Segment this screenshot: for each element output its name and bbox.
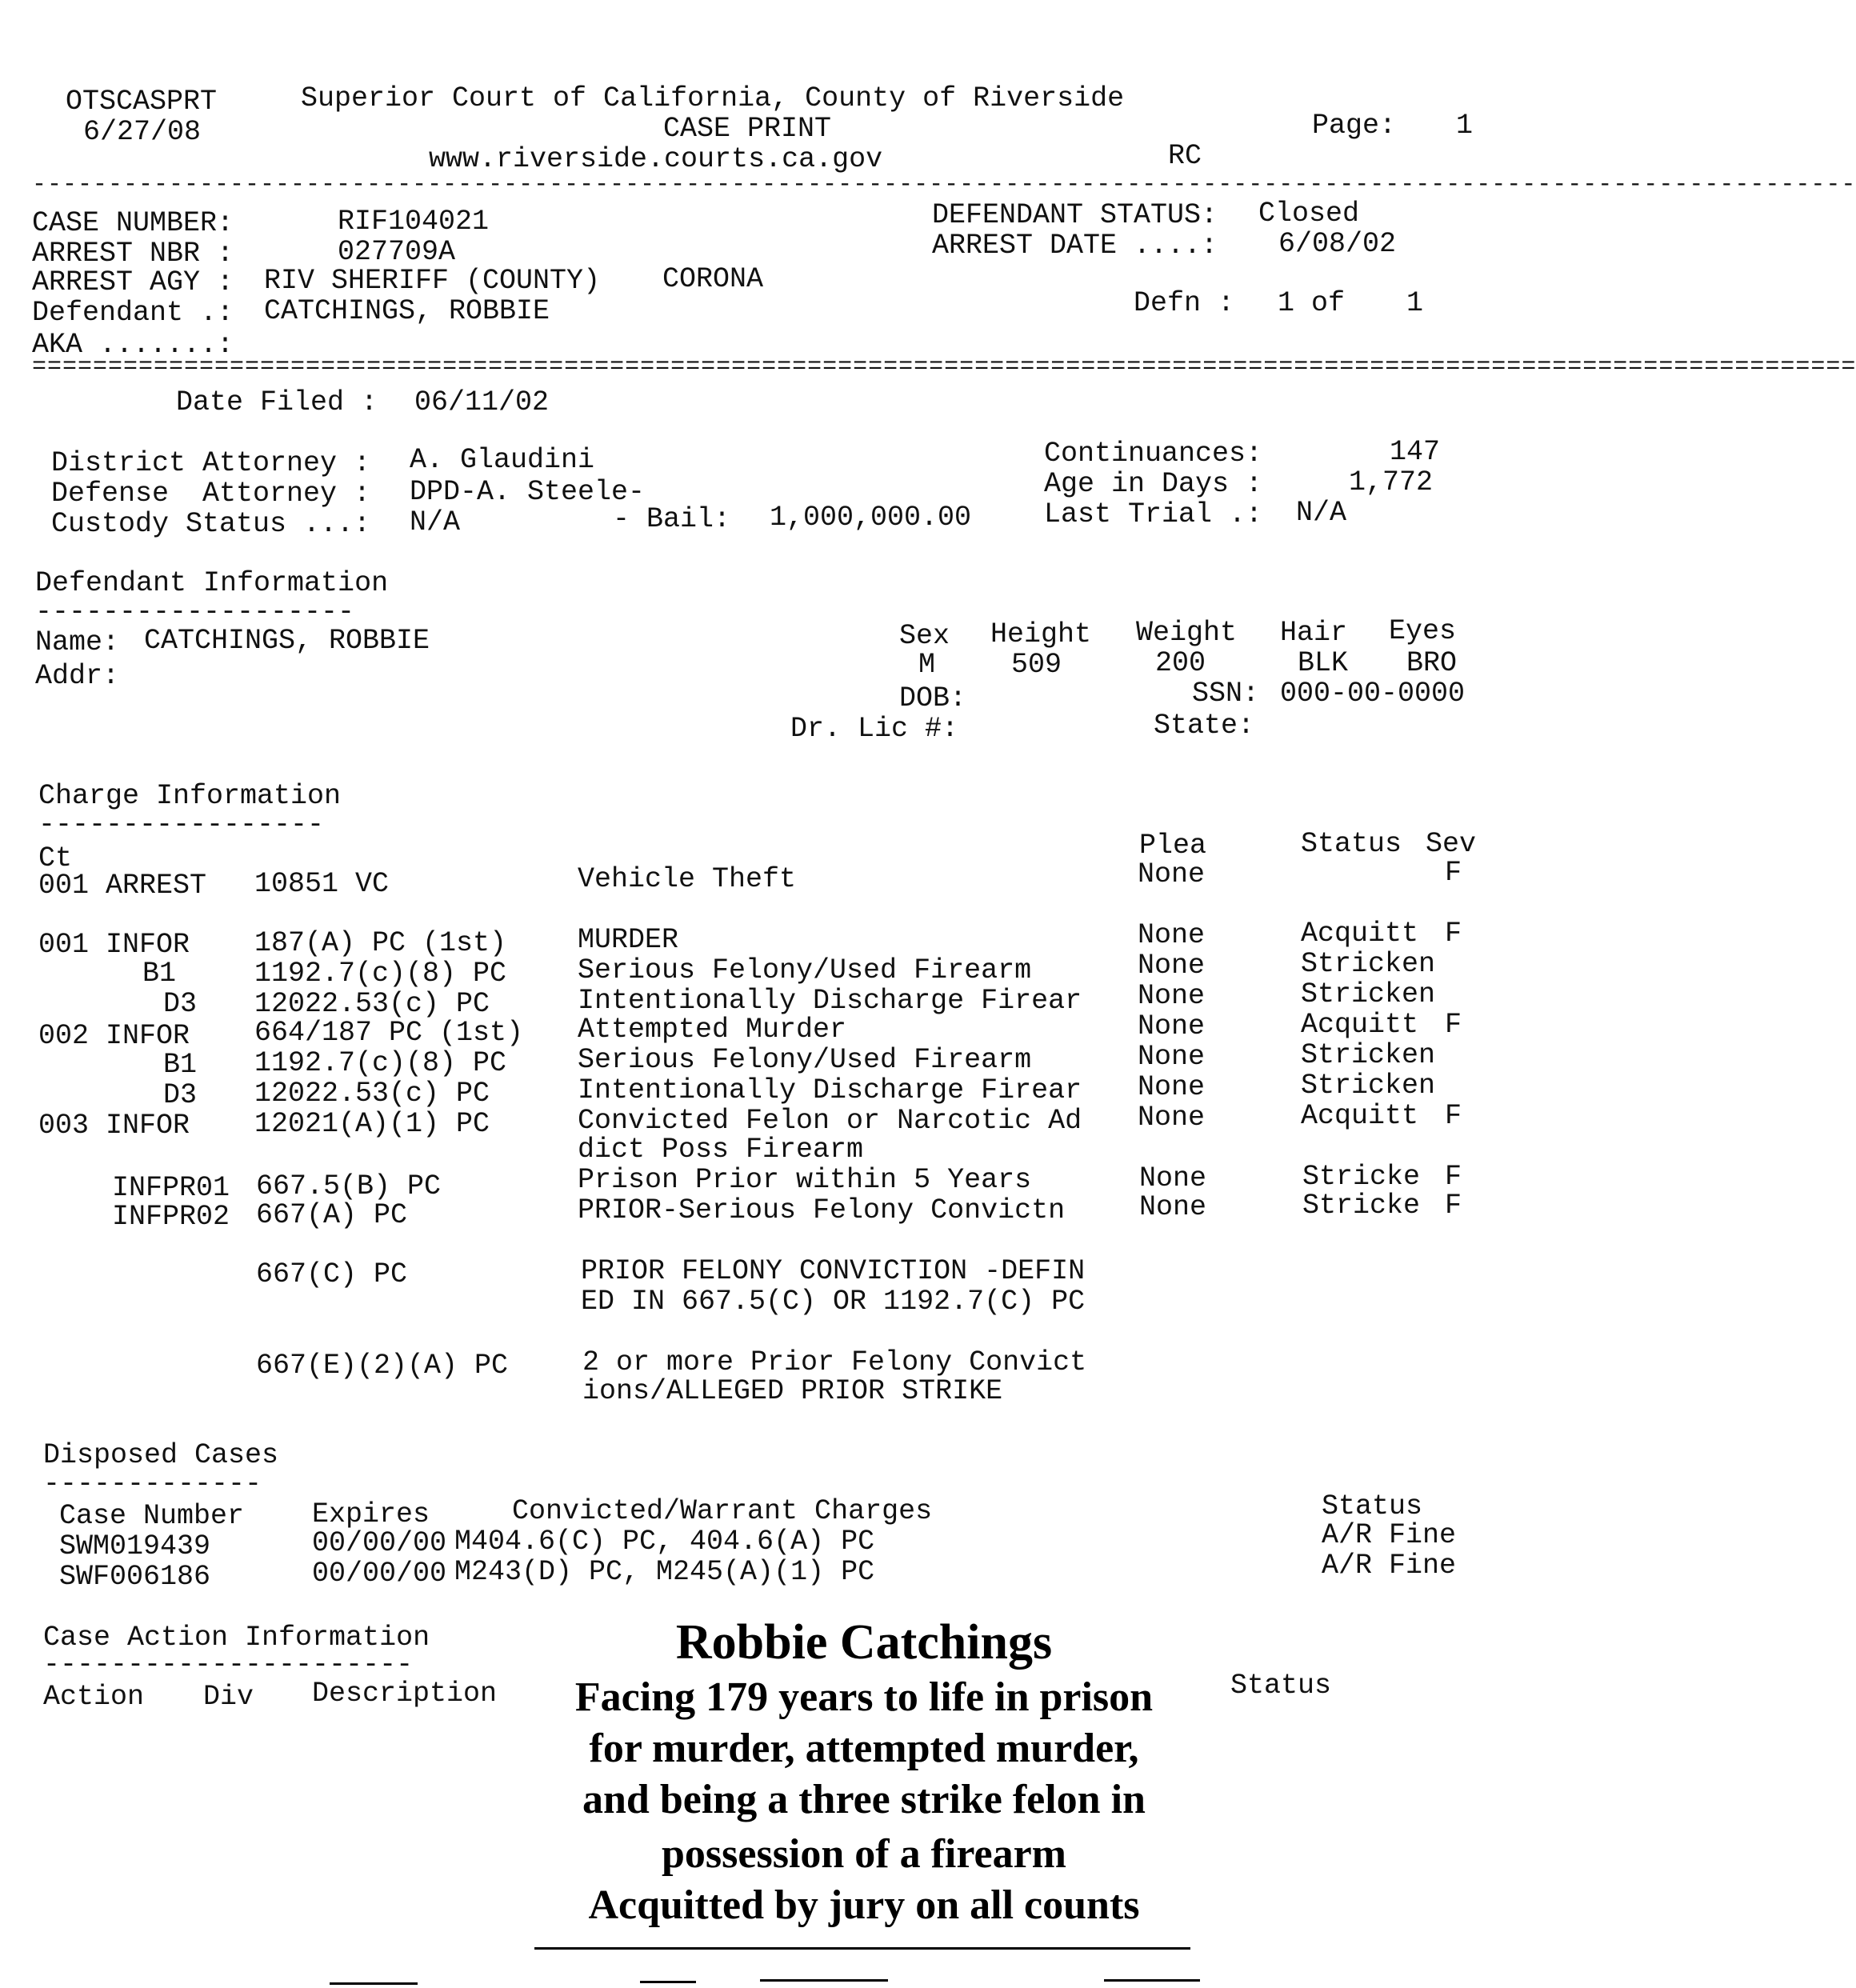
charge-ct: B1: [163, 1049, 198, 1081]
annotation-line: possession of a firearm: [661, 1831, 1066, 1877]
arrest-date-label: ARREST DATE ....:: [932, 230, 1218, 262]
continuances: 147: [1390, 436, 1441, 468]
bottom-mark: [640, 1981, 696, 1983]
col-plea: Plea: [1139, 830, 1207, 862]
charge-desc: Intentionally Discharge Firear: [578, 985, 1082, 1017]
sex-value: M: [918, 649, 936, 681]
age-in-days: 1,772: [1349, 466, 1434, 498]
bail-amount: 1,000,000.00: [770, 502, 972, 534]
hair-label: Hair: [1280, 617, 1348, 649]
charge-desc: Vehicle Theft: [578, 863, 797, 895]
col-div: Div: [203, 1681, 254, 1713]
state-label: State:: [1154, 710, 1255, 742]
defense-attorney: DPD-A. Steele-: [410, 476, 646, 508]
charge-plea: None: [1138, 858, 1206, 890]
disposed-charges: M243(D) PC, M245(A)(1) PC: [454, 1556, 875, 1588]
defendant-info-name: CATCHINGS, ROBBIE: [144, 625, 430, 657]
charge-plea: None: [1139, 1162, 1207, 1194]
bottom-mark: [760, 1979, 888, 1982]
disposed-status: A/R Fine: [1322, 1519, 1457, 1551]
weight-value: 200: [1155, 647, 1206, 679]
charge-sev: F: [1445, 1190, 1462, 1222]
charge-ct: 003 INFOR: [38, 1110, 190, 1142]
case-action-heading: Case Action Information: [43, 1622, 430, 1654]
ssn-label: SSN:: [1192, 678, 1260, 710]
district-attorney-label: District Attorney :: [51, 447, 371, 479]
charge-code: 667(E)(2)(A) PC: [256, 1350, 509, 1382]
page-number: 1: [1456, 110, 1474, 142]
charge-code: 667.5(B) PC: [256, 1170, 442, 1202]
court-name: Superior Court of California, County of Riverside: [301, 82, 1125, 114]
charge-sev: F: [1445, 1009, 1462, 1041]
charge-plea: None: [1138, 919, 1206, 951]
date-filed-label: Date Filed :: [176, 386, 378, 418]
charge-plea: None: [1138, 1010, 1206, 1042]
document-title: CASE PRINT: [663, 113, 832, 145]
charge-status: Stricken: [1301, 1070, 1436, 1102]
col-ct: Ct: [38, 842, 73, 874]
name-label: Name:: [35, 626, 120, 658]
col-description: Description: [312, 1678, 498, 1710]
charge-ct: D3: [163, 1079, 198, 1111]
custody-status-label: Custody Status ...:: [51, 508, 371, 540]
annotation-line: Facing 179 years to life in prison: [574, 1674, 1154, 1720]
defn-label: Defn :: [1134, 287, 1235, 319]
bail-label: - Bail:: [613, 503, 731, 535]
charge-info-underline: -----------------: [38, 809, 325, 841]
defendant-status: Closed: [1258, 198, 1360, 230]
page-label: Page:: [1312, 110, 1397, 142]
defendant-info-heading: Defendant Information: [35, 567, 389, 599]
charge-status: Stricke: [1302, 1161, 1421, 1193]
charge-desc-cont: ions/ALLEGED PRIOR STRIKE: [582, 1375, 1003, 1407]
charge-status: Acquitt: [1301, 1100, 1419, 1132]
charge-desc: Intentionally Discharge Firear: [578, 1074, 1082, 1106]
charge-code: 1192.7(c)(8) PC: [254, 958, 507, 990]
defendant-label: Defendant .:: [32, 297, 234, 329]
charge-plea: None: [1138, 980, 1206, 1012]
defense-attorney-label: Defense Attorney :: [51, 478, 371, 510]
charge-sev: F: [1445, 918, 1462, 950]
col-action-status: Status: [1230, 1670, 1332, 1702]
report-id: OTSCASPRT: [66, 86, 218, 118]
charge-plea: None: [1138, 1071, 1206, 1103]
addr-label: Addr:: [35, 660, 120, 692]
charge-code: 667(C) PC: [256, 1258, 408, 1290]
defn-value: 1 of: [1278, 287, 1346, 319]
arrest-nbr: 027709A: [338, 236, 456, 268]
height-value: 509: [1011, 649, 1062, 681]
charge-sev: F: [1445, 1100, 1462, 1132]
age-in-days-label: Age in Days :: [1044, 468, 1263, 500]
arrest-city: CORONA: [662, 263, 764, 295]
col-action: Action: [43, 1681, 145, 1713]
disposed-status: A/R Fine: [1322, 1550, 1457, 1582]
col-status: Status: [1301, 828, 1402, 860]
charge-ct: INFPR01: [112, 1172, 230, 1204]
charge-desc-cont: ED IN 667.5(C) OR 1192.7(C) PC: [581, 1286, 1086, 1318]
col-case-number: Case Number: [59, 1500, 245, 1532]
charge-status: Stricken: [1301, 948, 1436, 980]
disposed-case-number: SWF006186: [59, 1561, 211, 1593]
charge-desc: 2 or more Prior Felony Convict: [582, 1346, 1087, 1378]
eyes-label: Eyes: [1389, 615, 1457, 647]
annotation-line: Acquitted by jury on all counts: [588, 1882, 1140, 1928]
charge-desc: Attempted Murder: [578, 1014, 847, 1046]
defendant-info-underline: -------------------: [35, 596, 355, 628]
annotation-underline: [534, 1947, 1190, 1950]
arrest-nbr-label: ARREST NBR :: [32, 238, 234, 270]
charge-code: 187(A) PC (1st): [254, 927, 507, 959]
height-label: Height: [990, 618, 1092, 650]
charge-sev: F: [1445, 857, 1462, 889]
date-filed: 06/11/02: [414, 386, 550, 418]
defn-total: 1: [1406, 287, 1424, 319]
charge-desc: MURDER: [578, 924, 679, 956]
defendant-name: CATCHINGS, ROBBIE: [264, 295, 550, 327]
charge-code: 664/187 PC (1st): [254, 1017, 524, 1049]
charge-ct: D3: [163, 988, 198, 1020]
disposed-heading: Disposed Cases: [43, 1439, 279, 1471]
equals-rule: ========================================================================================================================: [32, 354, 1856, 381]
bottom-mark: [1104, 1979, 1200, 1982]
col-sev: Sev: [1426, 828, 1477, 860]
charge-desc-cont: dict Poss Firearm: [578, 1134, 864, 1166]
charge-desc: Prison Prior within 5 Years: [578, 1164, 1032, 1196]
weight-label: Weight: [1136, 617, 1238, 649]
charge-plea: None: [1138, 1102, 1206, 1134]
charge-sev: F: [1445, 1161, 1462, 1193]
disposed-expires: 00/00/00: [312, 1558, 447, 1590]
charge-code: 1192.7(c)(8) PC: [254, 1047, 507, 1079]
ssn-value: 000-00-0000: [1280, 678, 1466, 710]
disposed-charges: M404.6(C) PC, 404.6(A) PC: [454, 1526, 875, 1558]
charge-desc: Serious Felony/Used Firearm: [578, 1044, 1032, 1076]
charge-desc: Convicted Felon or Narcotic Ad: [578, 1105, 1082, 1137]
arrest-agency: RIV SHERIFF (COUNTY): [264, 265, 601, 297]
charge-desc: PRIOR FELONY CONVICTION -DEFIN: [581, 1255, 1086, 1287]
col-disposed-status: Status: [1322, 1490, 1423, 1522]
arrest-agency-label: ARREST AGY :: [32, 266, 234, 298]
defendant-status-label: DEFENDANT STATUS:: [932, 199, 1218, 231]
eyes-value: BRO: [1406, 647, 1458, 679]
sex-label: Sex: [899, 620, 950, 652]
annotation-title: Robbie Catchings: [675, 1615, 1053, 1670]
charge-ct: 002 INFOR: [38, 1020, 190, 1052]
charge-code: 12022.53(c) PC: [254, 1078, 490, 1110]
col-charges: Convicted/Warrant Charges: [512, 1495, 933, 1527]
col-expires: Expires: [312, 1498, 430, 1530]
dashed-rule-top: ------------------------------------------------------------------------------------------------------------------------: [32, 171, 1856, 198]
charge-status: Stricken: [1301, 978, 1436, 1010]
disposed-underline: -------------: [43, 1468, 262, 1500]
charge-code: 667(A) PC: [256, 1199, 408, 1231]
charge-plea: None: [1138, 950, 1206, 982]
charge-plea: None: [1139, 1191, 1207, 1223]
charge-ct: B1: [142, 958, 177, 990]
court-website: www.riverside.courts.ca.gov: [429, 143, 883, 175]
hair-value: BLK: [1298, 647, 1349, 679]
charge-desc: PRIOR-Serious Felony Convictn: [578, 1194, 1066, 1226]
case-number: RIF104021: [338, 206, 490, 238]
charge-plea: None: [1138, 1041, 1206, 1073]
last-trial-label: Last Trial .:: [1044, 498, 1263, 530]
charge-code: 10851 VC: [254, 868, 390, 900]
annotation-line: for murder, attempted murder,: [589, 1726, 1139, 1771]
annotation-line: and being a three strike felon in: [582, 1777, 1146, 1822]
charge-status: Stricke: [1302, 1190, 1421, 1222]
district-attorney: A. Glaudini: [410, 444, 595, 476]
custody-status: N/A: [410, 506, 461, 538]
case-action-underline: ----------------------: [43, 1649, 414, 1681]
charge-ct: 001 ARREST: [38, 870, 207, 902]
disposed-expires: 00/00/00: [312, 1527, 447, 1559]
case-number-label: CASE NUMBER:: [32, 207, 234, 239]
charge-ct: INFPR02: [112, 1201, 230, 1233]
charge-code: 12021(A)(1) PC: [254, 1108, 490, 1140]
drivers-license-label: Dr. Lic #:: [790, 713, 959, 745]
arrest-date: 6/08/02: [1278, 228, 1397, 260]
print-date: 6/27/08: [83, 116, 202, 148]
charge-ct: 001 INFOR: [38, 929, 190, 961]
charge-status: Stricken: [1301, 1039, 1436, 1071]
charge-desc: Serious Felony/Used Firearm: [578, 954, 1032, 986]
dob-label: DOB:: [899, 682, 967, 714]
charge-info-heading: Charge Information: [38, 780, 342, 812]
rc-code: RC: [1168, 140, 1202, 172]
aka-label: AKA .......:: [32, 329, 234, 361]
charge-status: Acquitt: [1301, 918, 1419, 950]
last-trial: N/A: [1296, 497, 1347, 529]
continuances-label: Continuances:: [1044, 438, 1263, 470]
bottom-mark: [330, 1982, 418, 1985]
disposed-case-number: SWM019439: [59, 1530, 211, 1562]
charge-status: Acquitt: [1301, 1009, 1419, 1041]
charge-code: 12022.53(c) PC: [254, 988, 490, 1020]
